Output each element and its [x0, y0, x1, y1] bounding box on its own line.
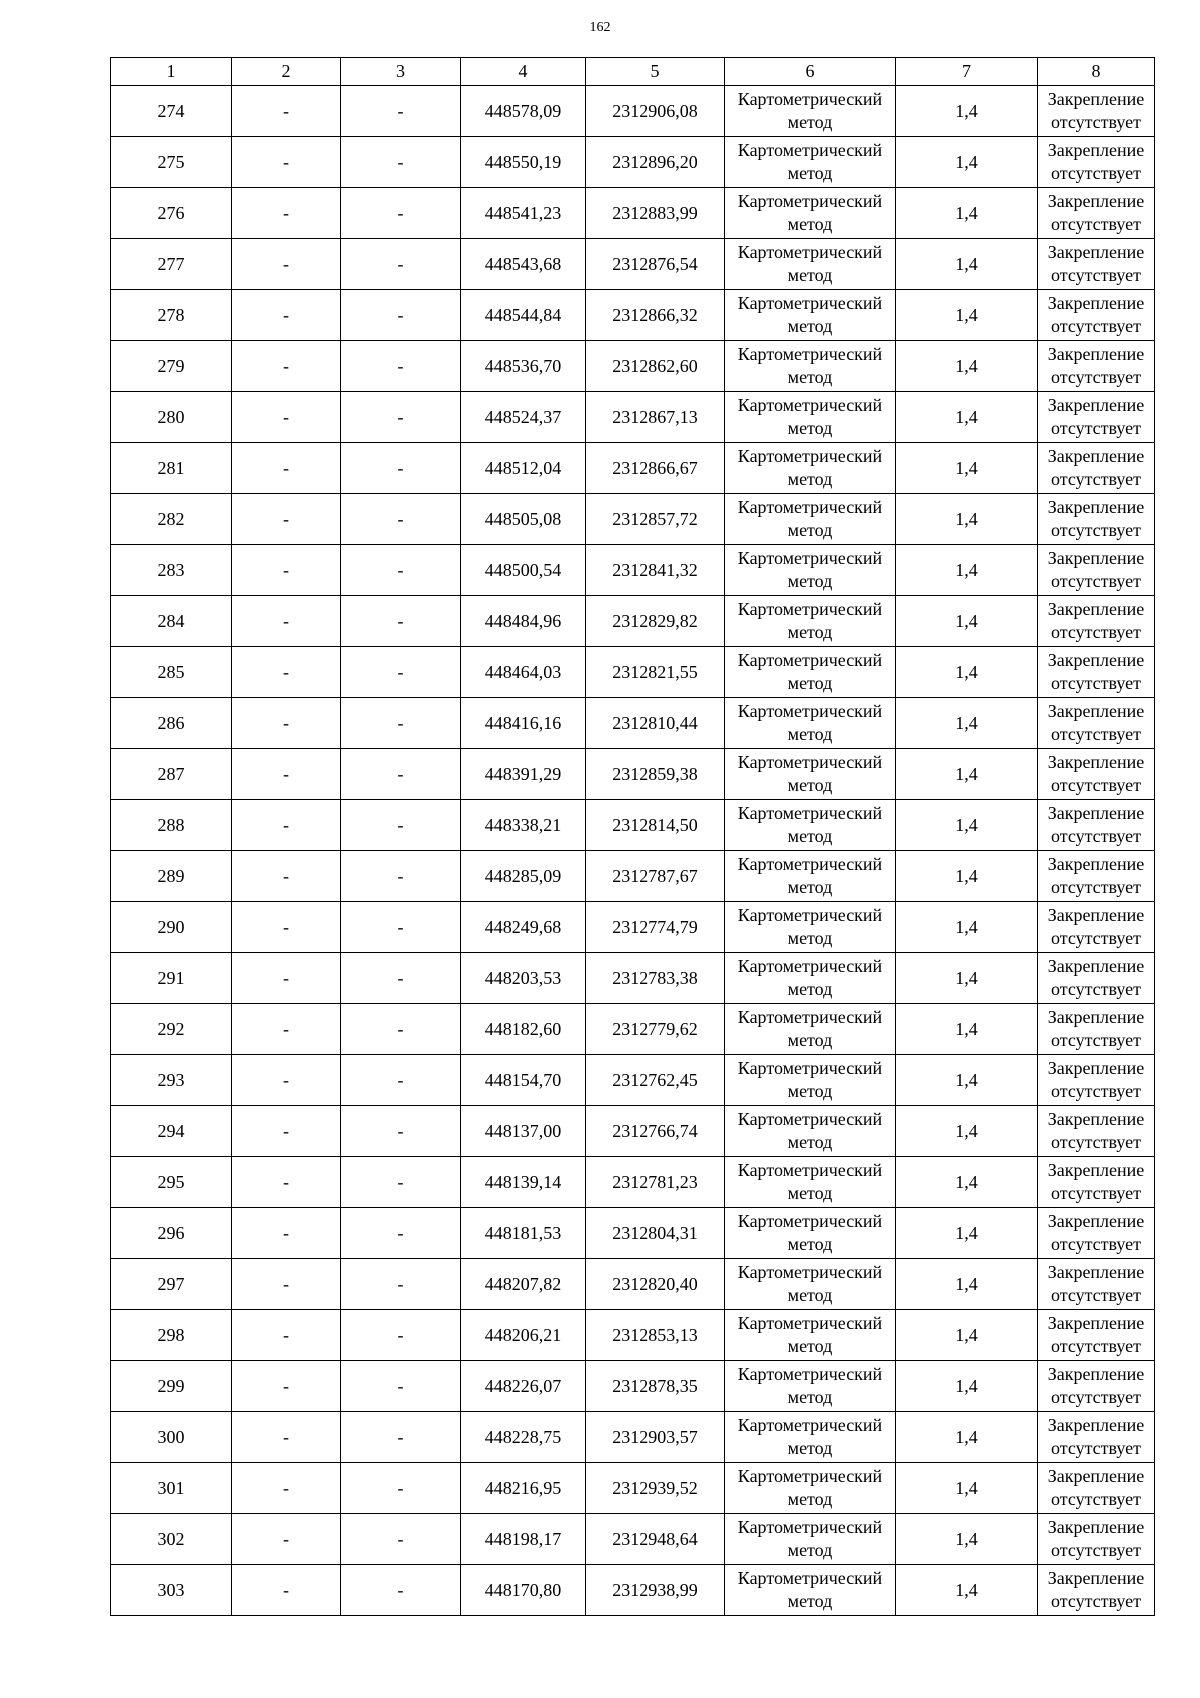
column-header-6: 6 — [725, 58, 896, 86]
cell-col-3: - — [341, 239, 461, 290]
cell-col-2: - — [232, 137, 341, 188]
cell-coord-x: 448228,75 — [461, 1412, 586, 1463]
cell-method: Картометрический метод — [725, 800, 896, 851]
cell-coord-x: 448216,95 — [461, 1463, 586, 1514]
cell-accuracy: 1,4 — [896, 902, 1038, 953]
cell-fixation: Закрепление отсутствует — [1038, 290, 1155, 341]
cell-point-number: 290 — [111, 902, 232, 953]
cell-accuracy: 1,4 — [896, 545, 1038, 596]
cell-accuracy: 1,4 — [896, 1361, 1038, 1412]
cell-col-2: - — [232, 647, 341, 698]
cell-fixation: Закрепление отсутствует — [1038, 1412, 1155, 1463]
cell-method: Картометрический метод — [725, 1361, 896, 1412]
cell-fixation: Закрепление отсутствует — [1038, 1259, 1155, 1310]
cell-col-3: - — [341, 290, 461, 341]
cell-coord-x: 448249,68 — [461, 902, 586, 953]
cell-coord-y: 2312906,08 — [586, 86, 725, 137]
cell-coord-x: 448536,70 — [461, 341, 586, 392]
cell-coord-x: 448544,84 — [461, 290, 586, 341]
cell-point-number: 274 — [111, 86, 232, 137]
cell-fixation: Закрепление отсутствует — [1038, 596, 1155, 647]
cell-col-3: - — [341, 341, 461, 392]
header-row — [111, 58, 1155, 86]
cell-coord-x: 448543,68 — [461, 239, 586, 290]
cell-accuracy: 1,4 — [896, 800, 1038, 851]
cell-fixation: Закрепление отсутствует — [1038, 1106, 1155, 1157]
cell-fixation: Закрепление отсутствует — [1038, 902, 1155, 953]
cell-col-2: - — [232, 1310, 341, 1361]
cell-point-number: 282 — [111, 494, 232, 545]
cell-accuracy: 1,4 — [896, 290, 1038, 341]
cell-method: Картометрический метод — [725, 188, 896, 239]
column-header-2: 2 — [232, 58, 341, 86]
cell-col-3: - — [341, 902, 461, 953]
cell-col-2: - — [232, 1106, 341, 1157]
cell-method: Картометрический метод — [725, 1208, 896, 1259]
table-row — [111, 1361, 1155, 1412]
cell-coord-y: 2312866,67 — [586, 443, 725, 494]
cell-coord-y: 2312766,74 — [586, 1106, 725, 1157]
cell-col-3: - — [341, 1514, 461, 1565]
cell-coord-x: 448154,70 — [461, 1055, 586, 1106]
table-row — [111, 1055, 1155, 1106]
cell-fixation: Закрепление отсутствует — [1038, 1514, 1155, 1565]
column-header-8: 8 — [1038, 58, 1155, 86]
cell-point-number: 286 — [111, 698, 232, 749]
cell-coord-x: 448500,54 — [461, 545, 586, 596]
cell-point-number: 275 — [111, 137, 232, 188]
table-row — [111, 341, 1155, 392]
cell-coord-x: 448198,17 — [461, 1514, 586, 1565]
cell-method: Картометрический метод — [725, 1463, 896, 1514]
cell-coord-x: 448137,00 — [461, 1106, 586, 1157]
cell-col-3: - — [341, 1310, 461, 1361]
cell-point-number: 285 — [111, 647, 232, 698]
table-row — [111, 1514, 1155, 1565]
cell-method: Картометрический метод — [725, 953, 896, 1004]
cell-method: Картометрический метод — [725, 1106, 896, 1157]
cell-point-number: 279 — [111, 341, 232, 392]
cell-col-3: - — [341, 1055, 461, 1106]
cell-coord-y: 2312859,38 — [586, 749, 725, 800]
cell-point-number: 294 — [111, 1106, 232, 1157]
cell-accuracy: 1,4 — [896, 137, 1038, 188]
cell-point-number: 295 — [111, 1157, 232, 1208]
table-row — [111, 1106, 1155, 1157]
cell-coord-y: 2312783,38 — [586, 953, 725, 1004]
cell-point-number: 276 — [111, 188, 232, 239]
cell-point-number: 303 — [111, 1565, 232, 1616]
cell-accuracy: 1,4 — [896, 239, 1038, 290]
table-row — [111, 290, 1155, 341]
cell-accuracy: 1,4 — [896, 1106, 1038, 1157]
cell-col-2: - — [232, 1514, 341, 1565]
cell-col-2: - — [232, 86, 341, 137]
cell-col-3: - — [341, 392, 461, 443]
cell-coord-y: 2312903,57 — [586, 1412, 725, 1463]
cell-accuracy: 1,4 — [896, 647, 1038, 698]
cell-fixation: Закрепление отсутствует — [1038, 392, 1155, 443]
cell-fixation: Закрепление отсутствует — [1038, 953, 1155, 1004]
cell-method: Картометрический метод — [725, 1514, 896, 1565]
cell-fixation: Закрепление отсутствует — [1038, 1208, 1155, 1259]
cell-fixation: Закрепление отсутствует — [1038, 1361, 1155, 1412]
cell-coord-y: 2312896,20 — [586, 137, 725, 188]
cell-coord-x: 448578,09 — [461, 86, 586, 137]
cell-method: Картометрический метод — [725, 1310, 896, 1361]
cell-col-2: - — [232, 1361, 341, 1412]
column-header-1: 1 — [111, 58, 232, 86]
cell-method: Картометрический метод — [725, 749, 896, 800]
cell-accuracy: 1,4 — [896, 443, 1038, 494]
table-row — [111, 137, 1155, 188]
cell-fixation: Закрепление отсутствует — [1038, 647, 1155, 698]
cell-coord-y: 2312862,60 — [586, 341, 725, 392]
cell-col-3: - — [341, 851, 461, 902]
table-row — [111, 647, 1155, 698]
cell-coord-x: 448484,96 — [461, 596, 586, 647]
table-row — [111, 953, 1155, 1004]
cell-col-3: - — [341, 596, 461, 647]
table-row — [111, 596, 1155, 647]
column-header-3: 3 — [341, 58, 461, 86]
cell-coord-x: 448206,21 — [461, 1310, 586, 1361]
cell-col-2: - — [232, 1412, 341, 1463]
table-row — [111, 443, 1155, 494]
cell-col-3: - — [341, 1361, 461, 1412]
cell-coord-y: 2312762,45 — [586, 1055, 725, 1106]
cell-point-number: 287 — [111, 749, 232, 800]
cell-col-3: - — [341, 698, 461, 749]
column-header-5: 5 — [586, 58, 725, 86]
cell-coord-y: 2312781,23 — [586, 1157, 725, 1208]
cell-accuracy: 1,4 — [896, 1259, 1038, 1310]
cell-point-number: 298 — [111, 1310, 232, 1361]
table-row — [111, 494, 1155, 545]
cell-col-3: - — [341, 1106, 461, 1157]
cell-point-number: 281 — [111, 443, 232, 494]
table-row — [111, 545, 1155, 596]
cell-col-2: - — [232, 851, 341, 902]
cell-accuracy: 1,4 — [896, 749, 1038, 800]
cell-fixation: Закрепление отсутствует — [1038, 851, 1155, 902]
cell-coord-x: 448391,29 — [461, 749, 586, 800]
cell-accuracy: 1,4 — [896, 1463, 1038, 1514]
table-row — [111, 239, 1155, 290]
cell-fixation: Закрепление отсутствует — [1038, 86, 1155, 137]
table-row — [111, 698, 1155, 749]
cell-coord-y: 2312876,54 — [586, 239, 725, 290]
cell-col-2: - — [232, 290, 341, 341]
cell-col-2: - — [232, 902, 341, 953]
cell-fixation: Закрепление отсутствует — [1038, 1157, 1155, 1208]
coordinates-table — [110, 57, 1155, 1616]
cell-col-3: - — [341, 545, 461, 596]
cell-col-3: - — [341, 188, 461, 239]
cell-coord-y: 2312820,40 — [586, 1259, 725, 1310]
cell-accuracy: 1,4 — [896, 86, 1038, 137]
cell-method: Картометрический метод — [725, 902, 896, 953]
cell-coord-x: 448226,07 — [461, 1361, 586, 1412]
cell-accuracy: 1,4 — [896, 1055, 1038, 1106]
cell-col-3: - — [341, 1208, 461, 1259]
cell-method: Картометрический метод — [725, 494, 896, 545]
table-row — [111, 1310, 1155, 1361]
table-row — [111, 1463, 1155, 1514]
cell-coord-y: 2312948,64 — [586, 1514, 725, 1565]
cell-fixation: Закрепление отсутствует — [1038, 1310, 1155, 1361]
cell-point-number: 289 — [111, 851, 232, 902]
cell-coord-y: 2312774,79 — [586, 902, 725, 953]
cell-col-2: - — [232, 1208, 341, 1259]
cell-accuracy: 1,4 — [896, 392, 1038, 443]
cell-coord-y: 2312938,99 — [586, 1565, 725, 1616]
table-row — [111, 902, 1155, 953]
cell-col-2: - — [232, 545, 341, 596]
cell-col-2: - — [232, 749, 341, 800]
cell-col-2: - — [232, 392, 341, 443]
table-row — [111, 188, 1155, 239]
cell-col-2: - — [232, 443, 341, 494]
cell-coord-x: 448170,80 — [461, 1565, 586, 1616]
cell-col-3: - — [341, 1259, 461, 1310]
cell-fixation: Закрепление отсутствует — [1038, 341, 1155, 392]
cell-accuracy: 1,4 — [896, 596, 1038, 647]
table-row — [111, 86, 1155, 137]
table-row — [111, 1412, 1155, 1463]
cell-coord-x: 448181,53 — [461, 1208, 586, 1259]
cell-coord-y: 2312853,13 — [586, 1310, 725, 1361]
cell-fixation: Закрепление отсутствует — [1038, 137, 1155, 188]
cell-coord-y: 2312821,55 — [586, 647, 725, 698]
cell-col-3: - — [341, 1157, 461, 1208]
cell-method: Картометрический метод — [725, 86, 896, 137]
cell-point-number: 291 — [111, 953, 232, 1004]
cell-col-3: - — [341, 137, 461, 188]
table-row — [111, 1259, 1155, 1310]
cell-point-number: 297 — [111, 1259, 232, 1310]
cell-method: Картометрический метод — [725, 545, 896, 596]
cell-accuracy: 1,4 — [896, 1310, 1038, 1361]
table-row — [111, 1208, 1155, 1259]
table-body — [111, 86, 1155, 1616]
cell-col-2: - — [232, 698, 341, 749]
cell-accuracy: 1,4 — [896, 1565, 1038, 1616]
cell-coord-x: 448338,21 — [461, 800, 586, 851]
cell-method: Картометрический метод — [725, 341, 896, 392]
cell-method: Картометрический метод — [725, 290, 896, 341]
cell-method: Картометрический метод — [725, 1055, 896, 1106]
cell-fixation: Закрепление отсутствует — [1038, 239, 1155, 290]
cell-col-2: - — [232, 341, 341, 392]
cell-col-2: - — [232, 596, 341, 647]
cell-fixation: Закрепление отсутствует — [1038, 800, 1155, 851]
cell-fixation: Закрепление отсутствует — [1038, 1463, 1155, 1514]
cell-col-2: - — [232, 1259, 341, 1310]
cell-col-2: - — [232, 239, 341, 290]
cell-method: Картометрический метод — [725, 1157, 896, 1208]
cell-accuracy: 1,4 — [896, 494, 1038, 545]
cell-col-3: - — [341, 86, 461, 137]
cell-method: Картометрический метод — [725, 1259, 896, 1310]
cell-point-number: 288 — [111, 800, 232, 851]
cell-coord-y: 2312857,72 — [586, 494, 725, 545]
cell-point-number: 283 — [111, 545, 232, 596]
cell-point-number: 280 — [111, 392, 232, 443]
cell-point-number: 284 — [111, 596, 232, 647]
cell-coord-x: 448505,08 — [461, 494, 586, 545]
cell-method: Картометрический метод — [725, 1004, 896, 1055]
cell-fixation: Закрепление отсутствует — [1038, 494, 1155, 545]
cell-method: Картометрический метод — [725, 1412, 896, 1463]
table-row — [111, 1157, 1155, 1208]
cell-accuracy: 1,4 — [896, 1412, 1038, 1463]
cell-col-2: - — [232, 1055, 341, 1106]
cell-point-number: 292 — [111, 1004, 232, 1055]
cell-col-2: - — [232, 188, 341, 239]
cell-point-number: 299 — [111, 1361, 232, 1412]
cell-coord-y: 2312939,52 — [586, 1463, 725, 1514]
cell-coord-y: 2312814,50 — [586, 800, 725, 851]
cell-col-3: - — [341, 494, 461, 545]
cell-accuracy: 1,4 — [896, 1157, 1038, 1208]
cell-point-number: 277 — [111, 239, 232, 290]
cell-accuracy: 1,4 — [896, 1208, 1038, 1259]
cell-col-3: - — [341, 647, 461, 698]
table-header — [111, 58, 1155, 86]
cell-coord-y: 2312829,82 — [586, 596, 725, 647]
cell-accuracy: 1,4 — [896, 1514, 1038, 1565]
cell-col-2: - — [232, 953, 341, 1004]
cell-fixation: Закрепление отсутствует — [1038, 749, 1155, 800]
cell-col-3: - — [341, 443, 461, 494]
cell-coord-x: 448541,23 — [461, 188, 586, 239]
cell-coord-y: 2312866,32 — [586, 290, 725, 341]
table-row — [111, 749, 1155, 800]
cell-coord-y: 2312883,99 — [586, 188, 725, 239]
cell-accuracy: 1,4 — [896, 1004, 1038, 1055]
cell-method: Картометрический метод — [725, 596, 896, 647]
cell-col-3: - — [341, 1004, 461, 1055]
cell-coord-x: 448550,19 — [461, 137, 586, 188]
cell-coord-x: 448203,53 — [461, 953, 586, 1004]
page-number: 162 — [589, 20, 611, 35]
table-row — [111, 392, 1155, 443]
cell-coord-y: 2312810,44 — [586, 698, 725, 749]
cell-col-3: - — [341, 953, 461, 1004]
cell-coord-y: 2312878,35 — [586, 1361, 725, 1412]
cell-coord-y: 2312787,67 — [586, 851, 725, 902]
table-row — [111, 1565, 1155, 1616]
cell-fixation: Закрепление отсутствует — [1038, 443, 1155, 494]
cell-accuracy: 1,4 — [896, 188, 1038, 239]
table-row — [111, 800, 1155, 851]
cell-col-3: - — [341, 800, 461, 851]
cell-col-2: - — [232, 494, 341, 545]
cell-accuracy: 1,4 — [896, 953, 1038, 1004]
column-header-4: 4 — [461, 58, 586, 86]
cell-method: Картометрический метод — [725, 239, 896, 290]
cell-col-3: - — [341, 1565, 461, 1616]
cell-method: Картометрический метод — [725, 1565, 896, 1616]
cell-coord-x: 448139,14 — [461, 1157, 586, 1208]
cell-accuracy: 1,4 — [896, 341, 1038, 392]
cell-col-2: - — [232, 800, 341, 851]
cell-point-number: 302 — [111, 1514, 232, 1565]
cell-point-number: 300 — [111, 1412, 232, 1463]
cell-method: Картометрический метод — [725, 137, 896, 188]
cell-fixation: Закрепление отсутствует — [1038, 698, 1155, 749]
cell-point-number: 293 — [111, 1055, 232, 1106]
cell-fixation: Закрепление отсутствует — [1038, 188, 1155, 239]
cell-col-2: - — [232, 1157, 341, 1208]
cell-method: Картометрический метод — [725, 851, 896, 902]
table-row — [111, 1004, 1155, 1055]
cell-fixation: Закрепление отсутствует — [1038, 1565, 1155, 1616]
cell-coord-x: 448207,82 — [461, 1259, 586, 1310]
cell-col-2: - — [232, 1463, 341, 1514]
cell-accuracy: 1,4 — [896, 698, 1038, 749]
table-row — [111, 851, 1155, 902]
column-header-7: 7 — [896, 58, 1038, 86]
cell-coord-y: 2312841,32 — [586, 545, 725, 596]
cell-point-number: 296 — [111, 1208, 232, 1259]
cell-col-3: - — [341, 749, 461, 800]
cell-coord-x: 448285,09 — [461, 851, 586, 902]
cell-fixation: Закрепление отсутствует — [1038, 1004, 1155, 1055]
cell-coord-x: 448464,03 — [461, 647, 586, 698]
cell-method: Картометрический метод — [725, 392, 896, 443]
cell-col-3: - — [341, 1412, 461, 1463]
cell-coord-x: 448512,04 — [461, 443, 586, 494]
cell-point-number: 278 — [111, 290, 232, 341]
cell-col-2: - — [232, 1565, 341, 1616]
cell-method: Картометрический метод — [725, 647, 896, 698]
cell-coord-y: 2312804,31 — [586, 1208, 725, 1259]
cell-accuracy: 1,4 — [896, 851, 1038, 902]
cell-coord-y: 2312779,62 — [586, 1004, 725, 1055]
cell-method: Картометрический метод — [725, 698, 896, 749]
cell-coord-x: 448416,16 — [461, 698, 586, 749]
cell-col-2: - — [232, 1004, 341, 1055]
cell-coord-x: 448182,60 — [461, 1004, 586, 1055]
cell-fixation: Закрепление отсутствует — [1038, 1055, 1155, 1106]
cell-col-3: - — [341, 1463, 461, 1514]
cell-fixation: Закрепление отсутствует — [1038, 545, 1155, 596]
cell-coord-x: 448524,37 — [461, 392, 586, 443]
cell-point-number: 301 — [111, 1463, 232, 1514]
cell-coord-y: 2312867,13 — [586, 392, 725, 443]
cell-method: Картометрический метод — [725, 443, 896, 494]
